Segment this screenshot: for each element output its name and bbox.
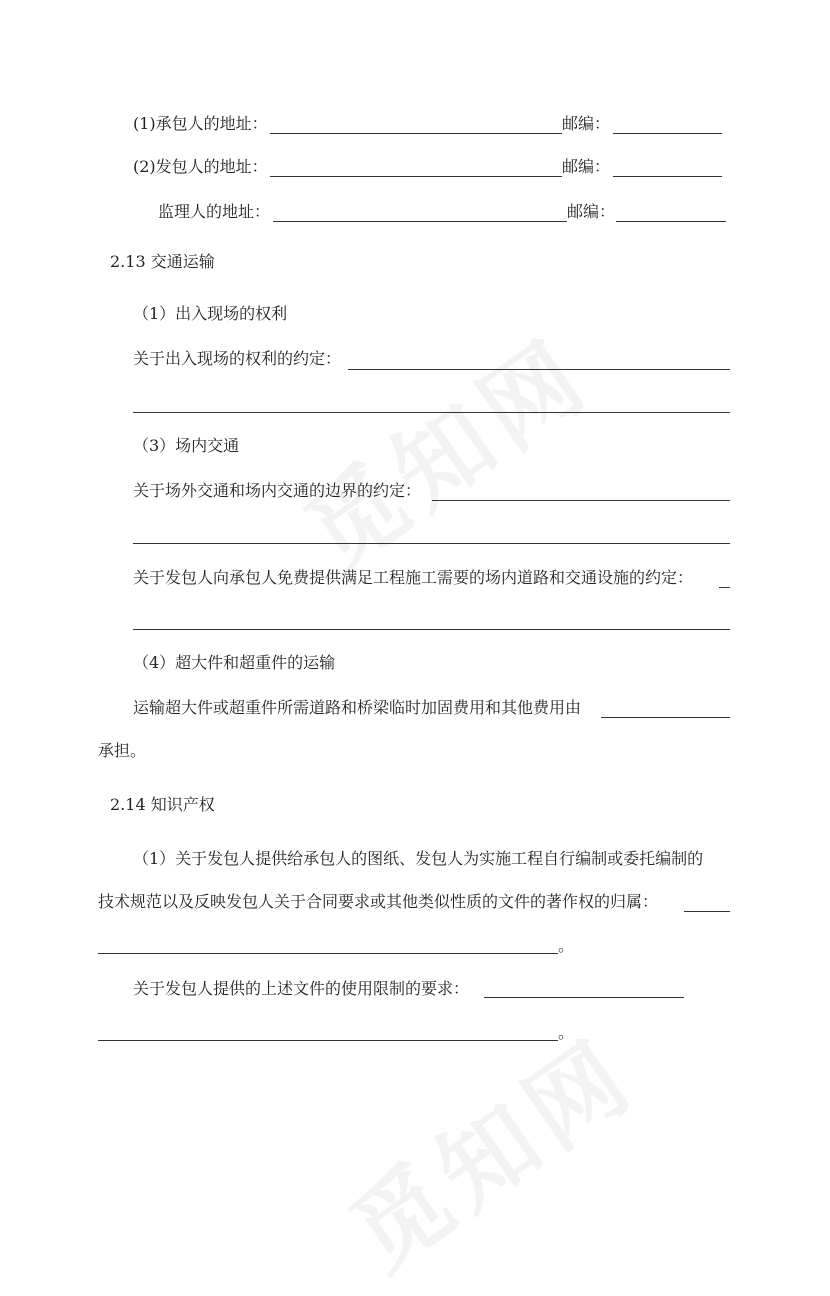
oversize-cost-blank[interactable]	[601, 717, 730, 718]
contractor-postal-label: 邮编：	[562, 114, 611, 133]
copyright-line-2: 技术规范以及反映发包人关于合同要求或其他类似性质的文件的著作权的归属：	[98, 892, 659, 911]
usage-restriction-blank-2[interactable]	[98, 1040, 558, 1041]
supervisor-postal-blank[interactable]	[616, 221, 726, 222]
usage-restriction-period: 。	[558, 1023, 575, 1042]
entry-rights-blank-2[interactable]	[133, 412, 730, 413]
supervisor-address-blank[interactable]	[273, 221, 567, 222]
employer-address-blank[interactable]	[270, 176, 562, 177]
supervisor-postal-label: 邮编：	[567, 202, 616, 221]
item-title-entry-rights: （1）出入现场的权利	[133, 304, 288, 323]
contractor-postal-blank[interactable]	[613, 133, 722, 134]
section-heading-2-13: 2.13 交通运输	[110, 252, 215, 271]
boundary-blank[interactable]	[432, 500, 730, 501]
employer-postal-label: 邮编：	[562, 157, 611, 176]
oversize-cost-tail: 承担。	[98, 741, 147, 760]
boundary-label: 关于场外交通和场内交通的边界的约定：	[133, 481, 422, 500]
free-roads-blank[interactable]	[719, 587, 730, 588]
boundary-blank-2[interactable]	[133, 543, 730, 544]
supervisor-address-label: 监理人的地址：	[158, 202, 271, 221]
usage-restriction-blank[interactable]	[484, 997, 684, 998]
copyright-line-1: （1）关于发包人提供给承包人的图纸、发包人为实施工程自行编制或委托编制的	[133, 849, 704, 868]
copyright-blank[interactable]	[684, 911, 730, 912]
employer-postal-blank[interactable]	[613, 176, 722, 177]
contractor-address-label: (1)承包人的地址：	[133, 114, 268, 133]
entry-rights-blank[interactable]	[348, 369, 730, 370]
free-roads-blank-2[interactable]	[133, 629, 730, 630]
item-title-site-traffic: （3）场内交通	[133, 436, 240, 455]
entry-rights-label: 关于出入现场的权利的约定：	[133, 349, 342, 368]
contractor-address-blank[interactable]	[270, 133, 562, 134]
oversize-cost-label: 运输超大件或超重件所需道路和桥梁临时加固费用和其他费用由	[133, 698, 582, 717]
item-title-oversize-transport: （4）超大件和超重件的运输	[133, 653, 336, 672]
copyright-blank-2[interactable]	[98, 953, 558, 954]
watermark	[319, 1001, 658, 1296]
section-heading-2-14: 2.14 知识产权	[110, 795, 215, 814]
free-roads-label: 关于发包人向承包人免费提供满足工程施工需要的场内道路和交通设施的约定：	[133, 568, 694, 587]
usage-restriction-label: 关于发包人提供的上述文件的使用限制的要求：	[133, 979, 470, 998]
watermark	[274, 301, 613, 596]
employer-address-label: (2)发包人的地址：	[133, 157, 268, 176]
copyright-period: 。	[558, 936, 575, 955]
